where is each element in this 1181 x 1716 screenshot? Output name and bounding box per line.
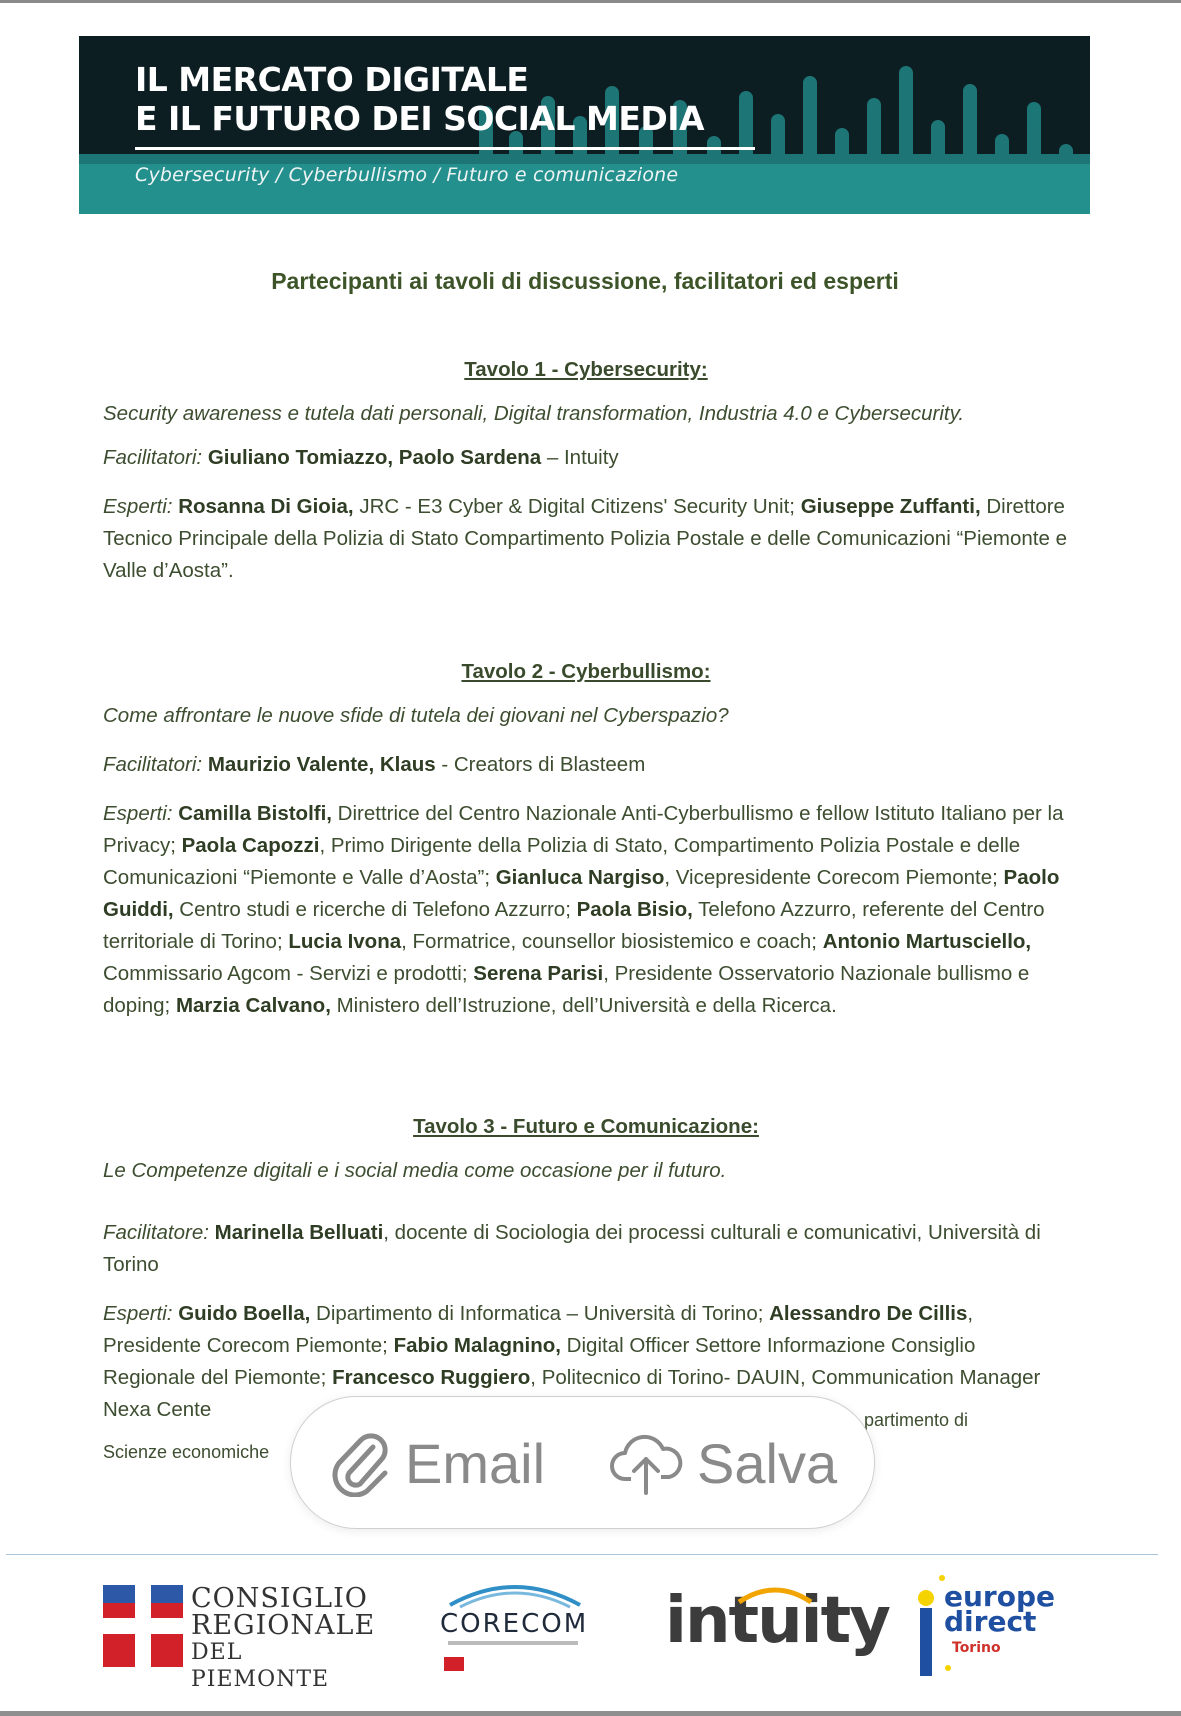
europe-direct-logo: europe direct Torino (912, 1568, 1042, 1680)
tavolo-3-experts-last-line: Scienze economiche (103, 1442, 270, 1462)
piemonte-flag-icon (103, 1585, 183, 1667)
paperclip-icon (329, 1429, 391, 1497)
tavolo-3-experts-tail: partimento di (864, 1410, 969, 1430)
cloud-upload-icon (609, 1429, 683, 1497)
tavolo-2-section (103, 656, 1073, 1022)
consiglio-regionale-logo (103, 1583, 376, 1692)
event-banner (79, 36, 1090, 214)
tavolo-1-heading: Tavolo 1 - Cybersecurity: (464, 358, 708, 381)
tavolo-3-section (103, 1111, 1073, 1426)
banner-subtitle: Cybersecurity / Cyberbullismo / Futuro e comunicazione (135, 164, 679, 186)
tavolo-3-theme: Le Competenze digitali e i social media come occasione per il futuro. (103, 1159, 727, 1182)
top-border (0, 0, 1181, 3)
tavolo-2-facilitators: Facilitatori: Maurizio Valente, Klaus - Creators di Blasteem (103, 753, 646, 776)
save-button[interactable] (609, 1425, 837, 1501)
banner-title: IL MERCATO DIGITALE E IL FUTURO DEI SOCIAL MEDIA (135, 60, 705, 138)
tavolo-2-theme: Come affrontare le nuove sfide di tutela dei giovani nel Cyberspazio? (103, 704, 729, 727)
tavolo-3-facilitator: Facilitatore: Marinella Belluati, docente di Sociologia dei processi culturali e comunicativi, Università di Torino (103, 1221, 1041, 1276)
consiglio-regionale-text: CONSIGLIO REGIONALE DEL PIEMONTE (191, 1583, 376, 1692)
tavolo-1-section (103, 354, 1073, 587)
tavolo-3-experts: Esperti: Guido Boella, Dipartimento di Informatica – Università di Torino; Alessandro De Cillis, Presidente Corecom Piemonte; Fabio Malagnino, Digital Officer Settore Informazione Consiglio Regionale del Piemonte; Francesco Ruggiero, Politecnico di Torino- DAUIN, Communication Manager Nexa Cente (103, 1302, 1041, 1421)
tavolo-1-theme: Security awareness e tutela dati personali, Digital transformation, Industria 4.0 e Cybersecurity. (103, 402, 965, 425)
tavolo-1-facilitators: Facilitatori: Giuliano Tomiazzo, Paolo Sardena – Intuity (103, 446, 619, 469)
intuity-arc-icon (735, 1586, 815, 1606)
corecom-logo: CORECOM (440, 1575, 590, 1673)
footer-divider (6, 1554, 1158, 1555)
tavolo-3-heading: Tavolo 3 - Futuro e Comunicazione: (413, 1115, 759, 1138)
save-label: Salva (697, 1431, 838, 1495)
document-title: Partecipanti ai tavoli di discussione, facilitatori ed esperti (271, 268, 899, 294)
banner-rule (135, 147, 755, 150)
bottom-border (0, 1711, 1181, 1716)
intuity-logo: intuity (665, 1584, 889, 1658)
email-button[interactable] (329, 1425, 545, 1501)
share-toolbar-overlay (290, 1396, 875, 1529)
tavolo-2-heading: Tavolo 2 - Cyberbullismo: (461, 660, 711, 683)
tavolo-1-experts: Esperti: Rosanna Di Gioia, JRC - E3 Cyber & Digital Citizens' Security Unit; Giuseppe Zuffanti, Direttore Tecnico Principale della Polizia di Stato Compartimento Polizia Postale e delle Comunicazioni “Piemonte e Valle d’Aosta”. (103, 495, 1067, 582)
email-label: Email (405, 1431, 546, 1495)
tavolo-2-experts: Esperti: Camilla Bistolfi, Direttrice del Centro Nazionale Anti-Cyberbullismo e fellow Istituto Italiano per la Privacy; Paola Capozzi, Primo Dirigente della Polizia di Stato, Compartimento Polizia Postale e delle Comunicazioni “Piemonte e Valle d’Aosta”; Gianluca Nargiso, Vicepresidente Corecom Piemonte; Paolo Guiddi, Centro studi e ricerche di Telefono Azzurro; Paola Bisio, Telefono Azzurro, referente del Centro territoriale di Torino; Lucia Ivona, Formatrice, counsellor biosistemico e coach; Antonio Martusciello, Commissario Agcom - Servizi e prodotti; Serena Parisi, Presidente Osservatorio Nazionale bullismo e doping; Marzia Calvano, Ministero dell’Istruzione, dell’Università e della Ricerca. (103, 802, 1064, 1017)
corecom-arc-icon (440, 1575, 590, 1609)
